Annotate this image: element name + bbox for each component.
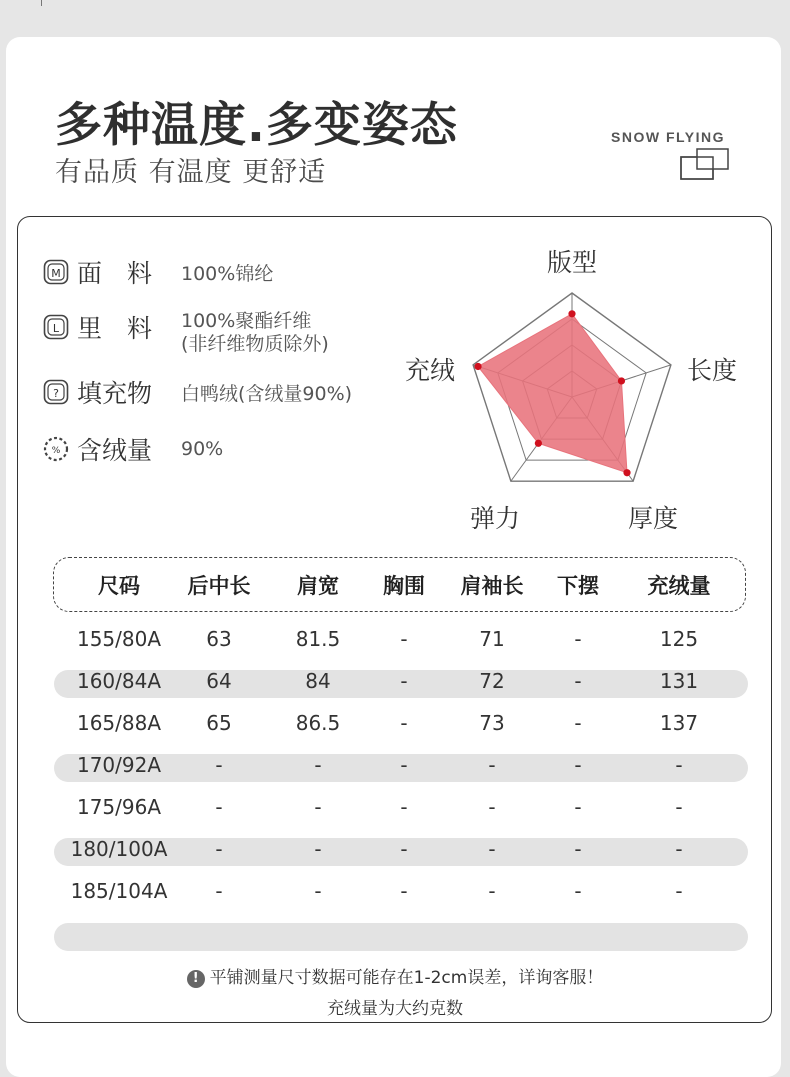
radar-data-point (474, 363, 481, 370)
table-cell: - (400, 669, 408, 693)
table-cell: 84 (305, 669, 331, 693)
spec-label: 里 料 (77, 314, 153, 343)
measurement-note (0, 963, 790, 988)
column-header: 肩宽 (297, 574, 339, 598)
table-cell: 180/100A (70, 837, 168, 861)
table-cell: - (675, 879, 683, 903)
spec-label: 填充物 (77, 379, 153, 408)
table-cell: - (488, 795, 496, 819)
table-cell: 81.5 (295, 627, 341, 651)
table-cell: - (574, 627, 582, 651)
spec-filling (43, 375, 353, 409)
table-cell: - (675, 837, 683, 861)
brand-logo-icon (680, 148, 730, 182)
down-weight-note: 充绒量为大约克数 (327, 999, 463, 1019)
table-cell: 63 (206, 627, 232, 651)
table-cell: - (574, 711, 582, 735)
column-header: 肩袖长 (460, 574, 524, 598)
table-cell: 64 (206, 669, 232, 693)
radar-data-point (618, 377, 625, 384)
svg-text:%: % (51, 446, 61, 456)
column-header: 充绒量 (647, 574, 711, 598)
brand-name: SNOW FLYING (611, 129, 725, 145)
spec-label: 面 料 (77, 259, 153, 288)
table-cell: - (574, 879, 582, 903)
table-cell: - (675, 753, 683, 777)
column-header: 后中长 (187, 574, 251, 598)
spec-label: 含绒量 (77, 436, 153, 465)
table-cell: - (574, 837, 582, 861)
table-cell: - (400, 711, 408, 735)
table-cell: 170/92A (76, 753, 162, 777)
table-cell: 131 (659, 669, 699, 693)
table-cell: 160/84A (76, 669, 162, 693)
table-row-stripe (54, 923, 748, 951)
table-cell: - (400, 627, 408, 651)
warning-icon: ! (187, 970, 205, 988)
radar-axis-label: 版型 (546, 248, 598, 277)
table-cell: 155/80A (76, 627, 162, 651)
table-cell: - (400, 837, 408, 861)
spec-down-content (43, 432, 224, 466)
table-cell: - (574, 753, 582, 777)
table-cell: - (574, 669, 582, 693)
table-cell: - (215, 879, 223, 903)
table-cell: - (314, 795, 322, 819)
m-badge-icon (43, 259, 69, 285)
l-badge-icon (43, 314, 69, 340)
table-cell: 175/96A (76, 795, 162, 819)
radar-axis-label: 长度 (687, 356, 738, 385)
feature-radar-chart (385, 238, 765, 538)
table-cell: 185/104A (70, 879, 168, 903)
radar-data-point (535, 440, 542, 447)
table-cell: 65 (206, 711, 232, 735)
spec-value: 白鸭绒(含绒量90%) (181, 382, 353, 405)
percent-ring-icon (43, 436, 69, 462)
table-cell: - (400, 795, 408, 819)
spec-value: 100%聚酯纤维 (181, 310, 312, 332)
table-cell: - (215, 753, 223, 777)
table-cell: - (488, 837, 496, 861)
table-cell: - (400, 879, 408, 903)
table-cell: - (574, 795, 582, 819)
radar-axis-label: 厚度 (627, 504, 679, 533)
table-cell: - (400, 753, 408, 777)
svg-text:M: M (51, 267, 61, 280)
table-cell: - (314, 879, 322, 903)
radar-axis-label: 弹力 (469, 504, 521, 533)
spec-value-note: (非纤维物质除外) (181, 333, 329, 355)
table-cell: 71 (479, 627, 505, 651)
table-cell: - (488, 879, 496, 903)
measurement-note-text: 平铺测量尺寸数据可能存在1-2cm误差，详询客服！ (209, 968, 604, 988)
column-header: 尺码 (98, 574, 140, 598)
column-header: 下摆 (557, 574, 599, 598)
table-cell: - (314, 753, 322, 777)
table-cell: - (314, 837, 322, 861)
question-badge-icon (43, 379, 69, 405)
table-cell: - (488, 753, 496, 777)
spec-lining (43, 310, 329, 355)
table-cell: - (675, 795, 683, 819)
table-cell: - (215, 795, 223, 819)
radar-data-point (568, 310, 575, 317)
spec-value: 90% (181, 438, 224, 460)
table-cell: 125 (659, 627, 699, 651)
top-divider-mark (41, 0, 42, 6)
spec-value: 100%锦纶 (181, 262, 274, 285)
table-cell: 137 (659, 711, 699, 735)
table-cell: 72 (479, 669, 505, 693)
column-header: 胸围 (383, 574, 425, 598)
table-cell: - (215, 837, 223, 861)
svg-text:?: ? (53, 387, 59, 400)
table-cell: 165/88A (76, 711, 162, 735)
table-cell: 73 (479, 711, 505, 735)
radar-data-point (623, 469, 630, 476)
table-cell: 86.5 (295, 711, 341, 735)
svg-text:L: L (52, 322, 60, 335)
page-subtitle: 有品质 有温度 更舒适 (55, 157, 327, 188)
page-title: 多种温度.多变姿态 (55, 98, 458, 153)
radar-axis-label: 充绒 (404, 356, 455, 385)
spec-fabric (43, 255, 274, 289)
